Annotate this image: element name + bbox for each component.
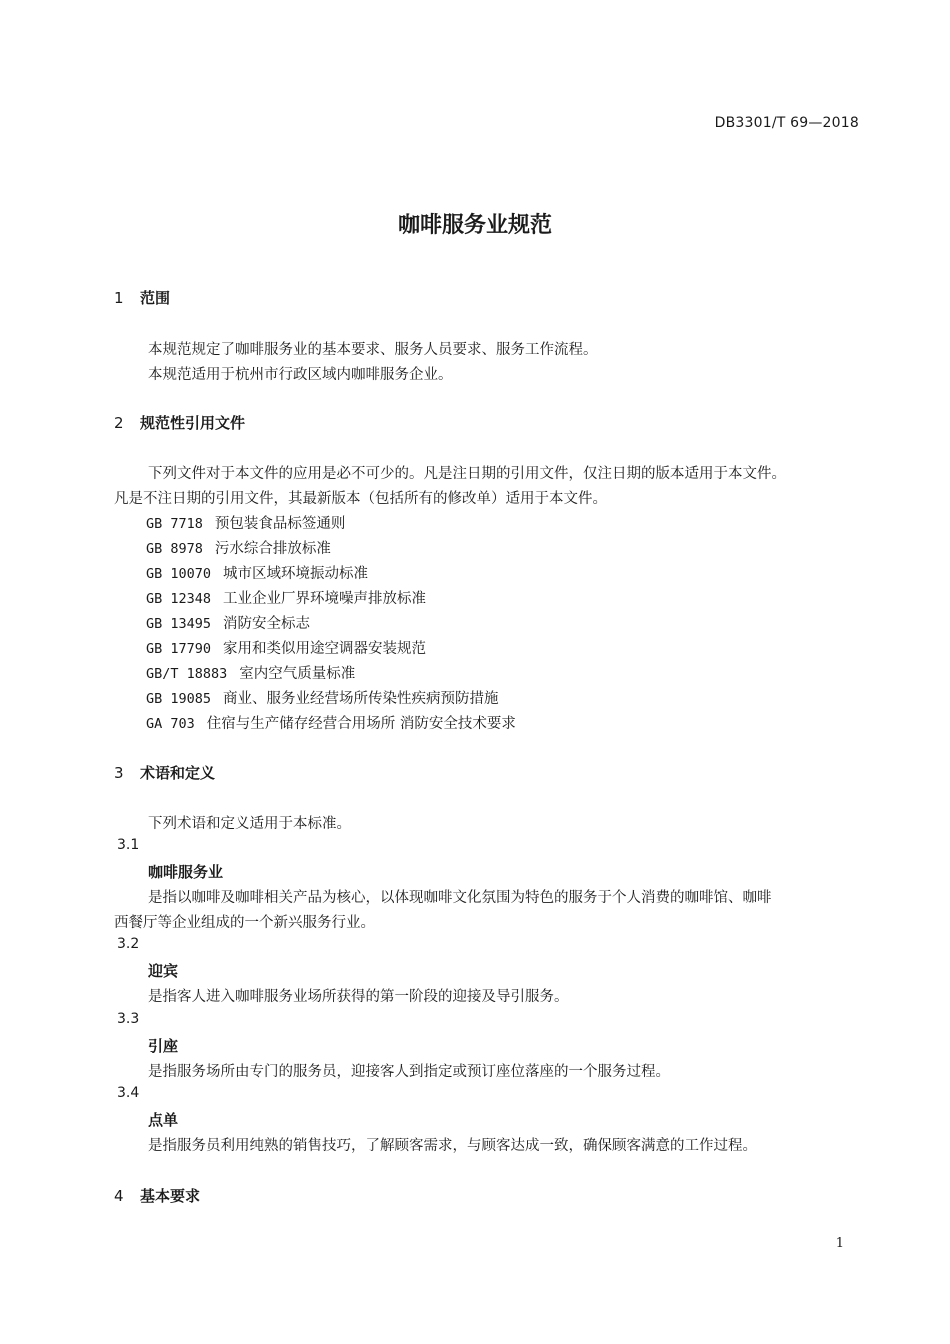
section-heading-1 <box>114 287 170 308</box>
reference-name: 住宿与生产储存经营合用场所 消防安全技术要求 <box>206 716 516 732</box>
reference-code: GB 7718 <box>146 516 203 532</box>
term-definition: 是指服务场所由专门的服务员，迎接客人到指定或预订座位落座的一个服务过程。 <box>148 1064 670 1080</box>
reference-item <box>146 612 310 633</box>
reference-name: 家用和类似用途空调器安装规范 <box>223 641 427 657</box>
term-definition: 是指客人进入咖啡服务业场所获得的第一阶段的迎接及导引服务。 <box>148 989 569 1005</box>
reference-name: 工业企业厂界环境噪声排放标准 <box>223 591 427 607</box>
page-number: 1 <box>835 1236 844 1251</box>
reference-code: GB 10070 <box>146 566 212 582</box>
term-definition: 西餐厅等企业组成的一个新兴服务行业。 <box>114 915 375 931</box>
reference-code: GB 12348 <box>146 591 212 607</box>
section-number: 3 <box>114 764 124 782</box>
term-number: 3.1 <box>117 837 140 853</box>
term-definition: 是指服务员利用纯熟的销售技巧，了解顾客需求，与顾客达成一致，确保顾客满意的工作过程。 <box>148 1138 757 1154</box>
paragraph: 凡是不注日期的引用文件，其最新版本（包括所有的修改单）适用于本文件。 <box>114 491 607 507</box>
paragraph: 下列术语和定义适用于本标准。 <box>148 816 351 832</box>
reference-code: GB 17790 <box>146 641 212 657</box>
section-title: 规范性引用文件 <box>140 414 246 432</box>
term-name: 点单 <box>148 1111 179 1129</box>
term-name: 引座 <box>148 1037 179 1055</box>
doc-number: DB3301/T 69—2018 <box>714 115 859 131</box>
paragraph: 本规范适用于杭州市行政区域内咖啡服务企业。 <box>148 367 453 383</box>
reference-item <box>146 662 355 683</box>
term-number: 3.4 <box>117 1085 140 1101</box>
reference-name: 室内空气质量标准 <box>239 666 356 682</box>
paragraph: 下列文件对于本文件的应用是必不可少的。凡是注日期的引用文件，仅注日期的版本适用于本文件。 <box>148 466 786 482</box>
reference-item <box>146 687 499 708</box>
reference-code: GB 19085 <box>146 691 212 707</box>
term-name: 迎宾 <box>148 962 179 980</box>
term-definition: 是指以咖啡及咖啡相关产品为核心，以体现咖啡文化氛围为特色的服务于个人消费的咖啡馆、咖啡 <box>148 890 772 906</box>
reference-code: GB/T 18883 <box>146 666 228 682</box>
section-title: 范围 <box>140 289 171 307</box>
reference-name: 预包装食品标签通则 <box>214 516 346 532</box>
section-heading-3 <box>114 762 215 783</box>
page-title: 咖啡服务业规范 <box>397 213 552 238</box>
reference-code: GB 8978 <box>146 541 203 557</box>
term-number: 3.3 <box>117 1011 140 1027</box>
reference-name: 城市区域环境振动标准 <box>223 566 369 582</box>
reference-name: 污水综合排放标准 <box>214 541 331 557</box>
paragraph: 本规范规定了咖啡服务业的基本要求、服务人员要求、服务工作流程。 <box>148 342 598 358</box>
reference-item <box>146 512 345 533</box>
section-number: 1 <box>114 289 124 307</box>
reference-name: 商业、服务业经营场所传染性疾病预防措施 <box>223 691 499 707</box>
section-heading-2 <box>114 412 245 433</box>
section-number: 4 <box>114 1187 124 1205</box>
term-name: 咖啡服务业 <box>148 863 224 881</box>
term-number: 3.2 <box>117 936 140 952</box>
section-title: 术语和定义 <box>140 764 216 782</box>
reference-code: GB 13495 <box>146 616 212 632</box>
section-title: 基本要求 <box>140 1187 201 1205</box>
section-number: 2 <box>114 414 124 432</box>
reference-item <box>146 562 368 583</box>
reference-name: 消防安全标志 <box>223 616 311 632</box>
reference-item <box>146 587 426 608</box>
reference-item <box>146 712 516 733</box>
reference-item <box>146 637 426 658</box>
reference-code: GA 703 <box>146 716 195 732</box>
section-heading-4 <box>114 1185 200 1206</box>
reference-item <box>146 537 331 558</box>
